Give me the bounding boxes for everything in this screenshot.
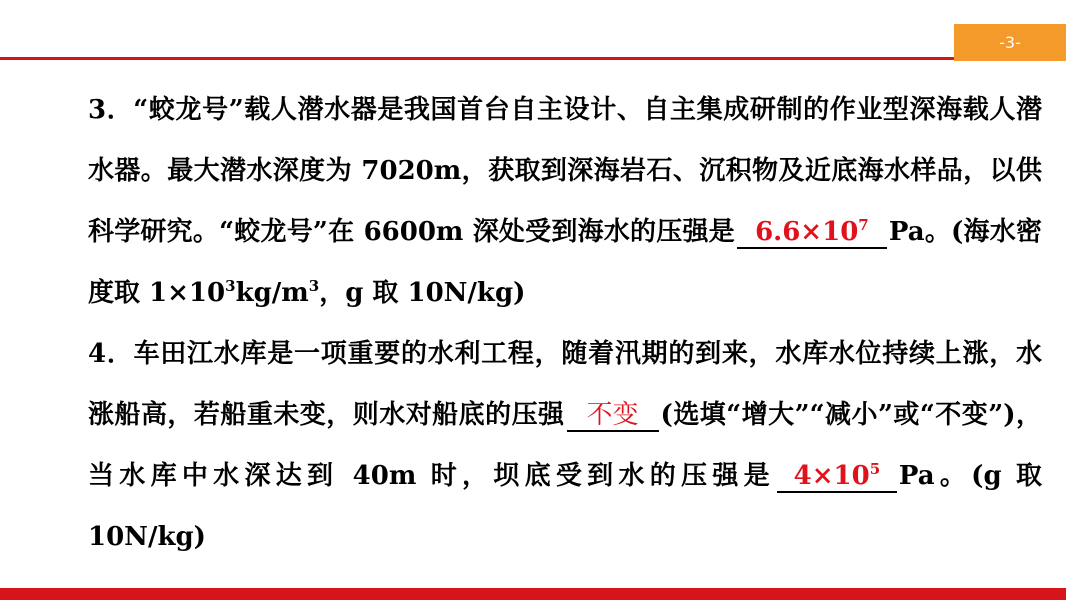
q3-answer-base: 6.6×10 bbox=[755, 217, 859, 247]
q4-text-2: (选填“增大”“减小”或“不变”)，当水库中水深达到 40m 时，坝底受到水的压强是 bbox=[88, 400, 1042, 491]
q3-text-1: 3．“蛟龙号”载人潜水器是我国首台自主设计、自主集成研制的作业型深海载人潜水器。最大潜水深度为 7020m，获取到深海岩石、沉积物及近底海水样品，以供科学研究。“蛟龙号”在 6600m 深处受到海水的压强是 bbox=[88, 95, 1042, 247]
q4-answer-2-exponent: 5 bbox=[869, 460, 881, 478]
q3-text-3: kg/m bbox=[235, 278, 309, 308]
header-rule bbox=[0, 57, 954, 60]
q4-answer-2-blank bbox=[777, 461, 897, 493]
page-number: -3- bbox=[999, 33, 1021, 52]
q3-answer-exponent: 7 bbox=[858, 216, 869, 234]
q3-unit-exponent: 3 bbox=[308, 277, 320, 295]
question-4 bbox=[26, 324, 1042, 568]
footer-bar bbox=[0, 588, 1066, 600]
question-content bbox=[26, 80, 1042, 568]
q4-answer-1: 不变 bbox=[586, 400, 639, 430]
q4-answer-2-base: 4×10 bbox=[793, 461, 870, 491]
q4-answer-1-blank bbox=[567, 400, 659, 432]
q3-density-exponent: 3 bbox=[225, 277, 236, 295]
question-3 bbox=[26, 80, 1042, 324]
q3-text-2: Pa。(海水密度取 1×10 bbox=[88, 217, 1042, 308]
q4-text-3: Pa。(g 取 10N/kg) bbox=[88, 461, 1043, 552]
q3-answer-blank bbox=[737, 217, 887, 249]
page-number-tab bbox=[954, 24, 1066, 61]
q3-text-4: ，g 取 10N/kg) bbox=[319, 278, 526, 308]
q4-text-1: 4．车田江水库是一项重要的水利工程，随着汛期的到来，水库水位持续上涨，水涨船高，若船重未变，则水对船底的压强 bbox=[88, 339, 1042, 430]
